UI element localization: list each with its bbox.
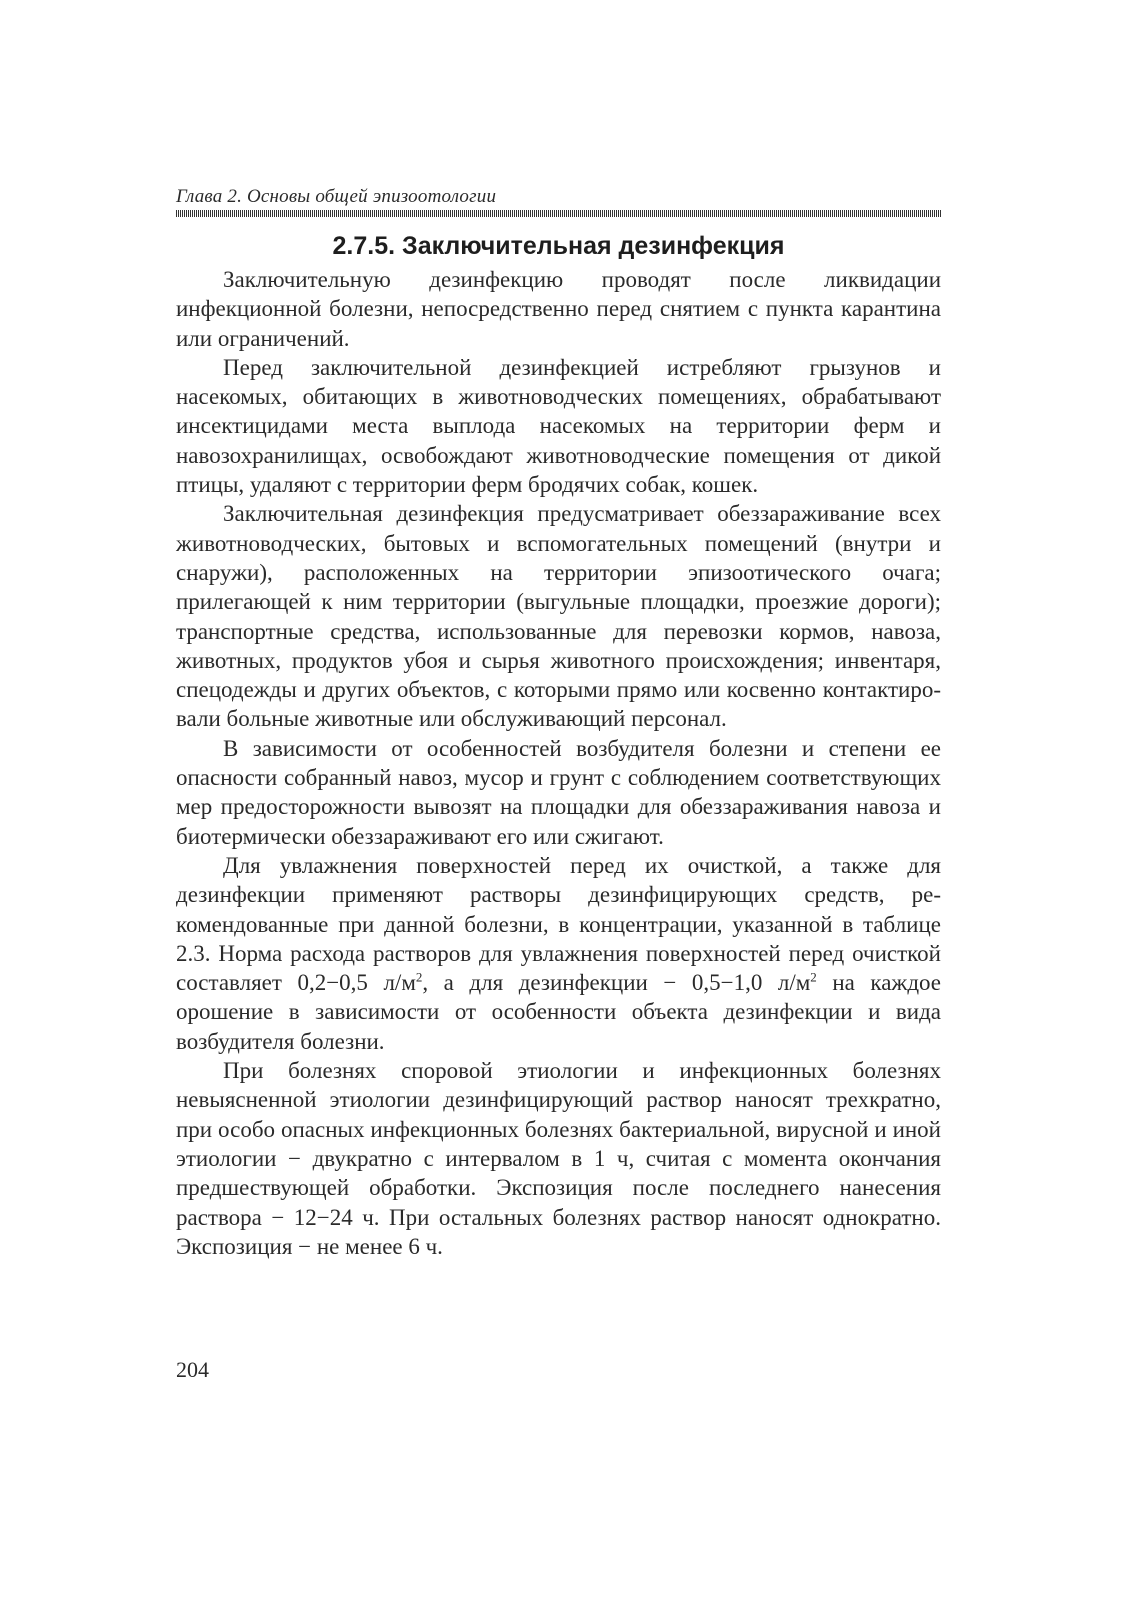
paragraph: Перед заключительной дезинфекцией истребляют грызунов и насекомых, обитающих в животноводческих помещениях, обрабатывают инсектицидами места выплода насекомых на территории ферм и навозохранилищах, освобождают животноводческие помещения от дикой птицы, удаляют с территории ферм бродячих собак, кошек. (176, 354, 941, 498)
paragraph-text: Для увлажнения поверхностей перед их очисткой, а также для дезинфекции применяют растворы дезинфицирующих средств, рекомендованные при данной болезни, в концентрации, указанной в таблице 2.3. Норма расхода растворов для увлажнения поверхностей перед очисткой составляет 0,2−0,5 л/м (176, 852, 941, 996)
paragraph-text: на каждое орошение в зависимости от особенности объекта дезинфекции и вида возбудителя болезни. (176, 970, 942, 1054)
paragraph: В зависимости от особенностей возбудителя болезни и степени ее опасности собранный навоз, мусор и грунт с соблюдением соответствующих мер предосторожности вывозят на площадки для обеззараживания навоза и биотермически обеззараживают его или сжигают. (176, 735, 941, 849)
page-content (176, 186, 941, 1261)
superscript: 2 (810, 969, 817, 985)
running-head: Глава 2. Основы общей эпизоотологии (176, 186, 497, 207)
paragraph (176, 851, 941, 1056)
paragraph: Заключительная дезинфекция предусматривает обеззараживание всех животноводческих, бытовых и вспомогательных помещений (внутри и снаружи), расположенных на территории эпизоотического очага; прилегающей к ним территории (выгульные площадки, проезжие дороги); транспортные средства, использованные для перевозки кормов, навоза, животных, продуктов убоя и сырья животного происхождения; инвентаря, спецодежды и других объектов, с которыми прямо или косвенно контактировали больные животные или обслуживающий персонал. (176, 501, 941, 732)
superscript: 2 (415, 969, 423, 985)
paragraph: Заключительную дезинфекцию проводят после ликвидации инфекционной болезни, непосредственно перед снятием с пункта карантина или ограничений. (176, 267, 941, 351)
body-text (176, 265, 941, 1261)
section-title: 2.7.5. Заключительная дезинфекция (332, 232, 785, 260)
header-rule (176, 210, 941, 217)
paragraph-text: , а для дезинфекции − 0,5−1,0 л/м (422, 970, 811, 996)
paragraph: При болезнях споровой этиологии и инфекционных болезнях невыясненной этиологии дезинфицирующий раствор наносят трехкратно, при особо опасных инфекционных болезнях бактериальной, вирусной и иной этиологии − двукратно с интервалом в 1 ч, считая с момента окончания предшествующей обработки. Экспозиция после последнего нанесения раствора − 12−24 ч. При остальных болезнях раствор наносят однократно. Экспозиция − не менее 6 ч. (176, 1058, 941, 1259)
page-number: 204 (176, 1357, 209, 1382)
